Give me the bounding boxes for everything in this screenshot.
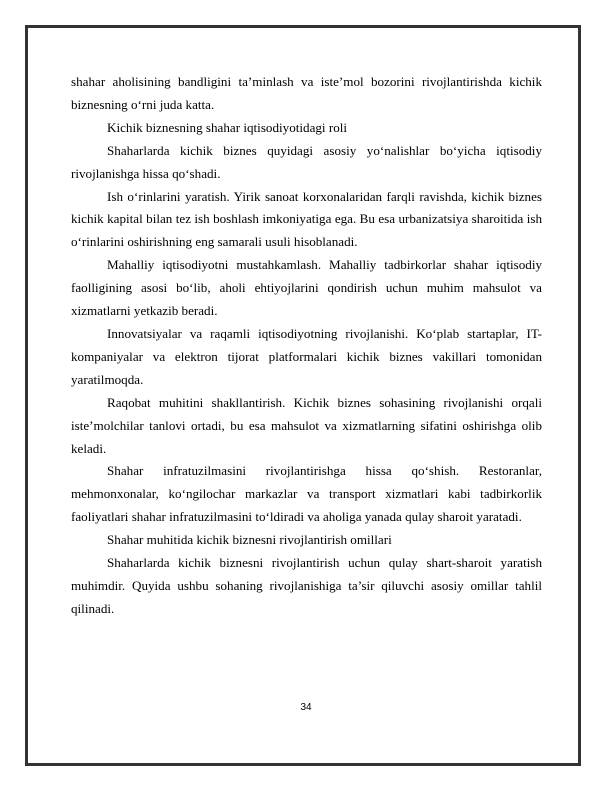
section-heading-factors: Shahar muhitida kichik biznesni rivojlantirish omillari — [107, 532, 392, 548]
paragraph-competition: Raqobat muhitini shakllantirish. Kichik biznes sohasining rivojlanishi orqali iste’molchilar tanlovi ortadi, bu esa mahsulot va xizmatlarning sifatini oshirishga olib keladi. — [71, 394, 542, 456]
paragraph-local-economy: Mahalliy iqtisodiyotni mustahkamlash. Mahalliy tadbirkorlar shahar iqtisodiy faolligining asosi bo‘lib, aholi ehtiyojlarini qondirish uchun muhim mahsulot va xizmatlarni yetkazib beradi. — [71, 257, 542, 319]
paragraph-innovation: Innovatsiyalar va raqamli iqtisodiyotning rivojlanishi. Ko‘plab startaplar, IT-kompaniyalar va elektron tijorat platformalari kichik biznes vakillari tomonidan yaratilmoqda. — [71, 325, 542, 387]
paragraph-conditions: Shaharlarda kichik biznesni rivojlantirish uchun qulay shart-sharoit yaratish muhimdir. Quyida ushbu sohaning rivojlanishiga ta’sir qiluvchi asosiy omillar tahlil qilinadi. — [71, 555, 542, 616]
paragraph-contribution: Shaharlarda kichik biznes quyidagi asosiy yo‘nalishlar bo‘yicha iqtisodiy rivojlanishga hissa qo‘shadi. — [71, 142, 542, 181]
paragraph-intro-continuation: shahar aholisining bandligini ta’minlash va iste’mol bozorini rivojlantirishda kichik biznesning o‘rni juda katta. — [71, 74, 542, 112]
page-number: 34 — [300, 702, 312, 713]
section-heading-role: Kichik biznesning shahar iqtisodiyotidagi roli — [107, 119, 348, 135]
paragraph-job-creation: Ish o‘rinlarini yaratish. Yirik sanoat korxonalaridan farqli ravishda, kichik biznes kichik kapital bilan tez ish boshlash imkoniyatiga ega. Bu esa urbanizatsiya sharoitida ish o‘rinlarini oshirishning eng samarali usuli hisoblanadi. — [71, 188, 542, 250]
paragraph-infrastructure: Shahar infratuzilmasini rivojlantirishga hissa qo‘shish. Restoranlar, mehmonxonalar, ko‘ngilochar markazlar va transport xizmatlari kabi tadbirkorlik faoliyatlari shahar infratuzilmasini to‘ldiradi va aholiga yanada qulay sharoit yaratadi. — [71, 463, 542, 525]
document-body — [71, 71, 542, 621]
